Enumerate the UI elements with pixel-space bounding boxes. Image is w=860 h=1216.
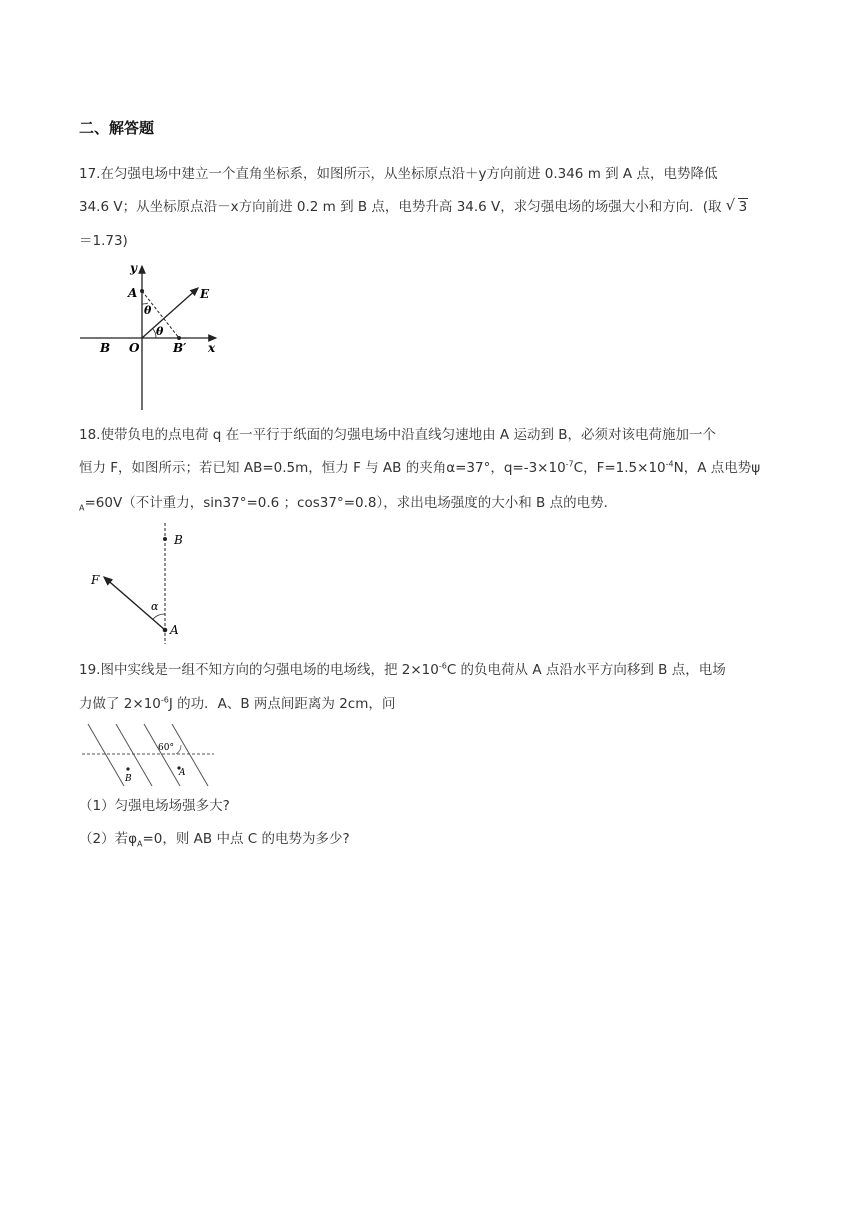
fig19-angle-label: 60°	[158, 743, 174, 753]
q18-line1: 18.使带负电的点电荷 q 在一平行于纸面的匀强电场中沿直线匀速地由 A 运动到 B，必须对该电荷施加一个	[79, 427, 716, 443]
fig17-Bprime-label: B′	[173, 341, 187, 355]
fig17-theta2: θ	[156, 325, 164, 338]
fig18-B-label: B	[174, 533, 183, 547]
fig17-O-label: O	[129, 341, 140, 355]
q19-figure	[80, 720, 216, 792]
q17-line1: 17.在匀强电场中建立一个直角坐标系，如图所示，从坐标原点沿＋y方向前进 0.346 m 到 A 点，电势降低	[79, 166, 718, 182]
fig18-alpha-label: α	[151, 600, 159, 613]
section-heading: 二、解答题	[79, 119, 155, 137]
fig17-E-label: E	[200, 287, 210, 301]
q19-line2: 力做了 $2\times 10^{-6}J$ 的功．A、B 两点间距离为 2cm，问	[79, 695, 396, 712]
sqrt-symbol: √ 3	[728, 198, 749, 216]
q19-sub1: （1）匀强电场场强多大?	[79, 798, 230, 814]
fig17-A-label: A	[128, 286, 138, 300]
fig17-x-label: x	[208, 341, 216, 355]
q18-line3: $_A$=60V（不计重力，sin37°=0.6 ；cos37°=0.8），求出电场强度的大小和 B 点的电势．	[79, 495, 618, 513]
q19-line1: 19.图中实线是一组不知方向的匀强电场的电场线，把 $2\times 10^{-6}C$ 的负电荷从 A 点沿水平方向移到 B 点，电场	[79, 661, 726, 678]
fig17-B-label: B	[100, 341, 111, 355]
q17-line3: ＝1.73)	[79, 233, 128, 249]
q19-sub2: （2）若$\varphi_A=0$，则 AB 中点 C 的电势为多少?	[79, 831, 350, 849]
fig17-y-label: y	[130, 261, 137, 275]
q17-line2: 34.6 V；从坐标原点沿－x方向前进 0.2 m 到 B 点，电势升高 34.6 V，求匀强电场的场强大小和方向．(取√ 3	[79, 198, 748, 216]
q18-line2: 恒力 F，如图所示；若已知 AB=0.5m，恒力 F 与 AB 的夹角α=37°，$q=-3\times 10^{-7}C$，$F=1.5\times 10^{-4}N$，A 点电势ψ	[79, 459, 761, 476]
fig18-F-label: F	[91, 573, 100, 587]
fig19-A-label: A	[179, 768, 186, 778]
fig17-theta1: θ	[144, 304, 152, 317]
q18-figure	[86, 520, 196, 646]
fig19-B-label: B	[125, 774, 132, 784]
fig18-A-label: A	[170, 623, 179, 637]
q17-figure	[76, 258, 226, 414]
